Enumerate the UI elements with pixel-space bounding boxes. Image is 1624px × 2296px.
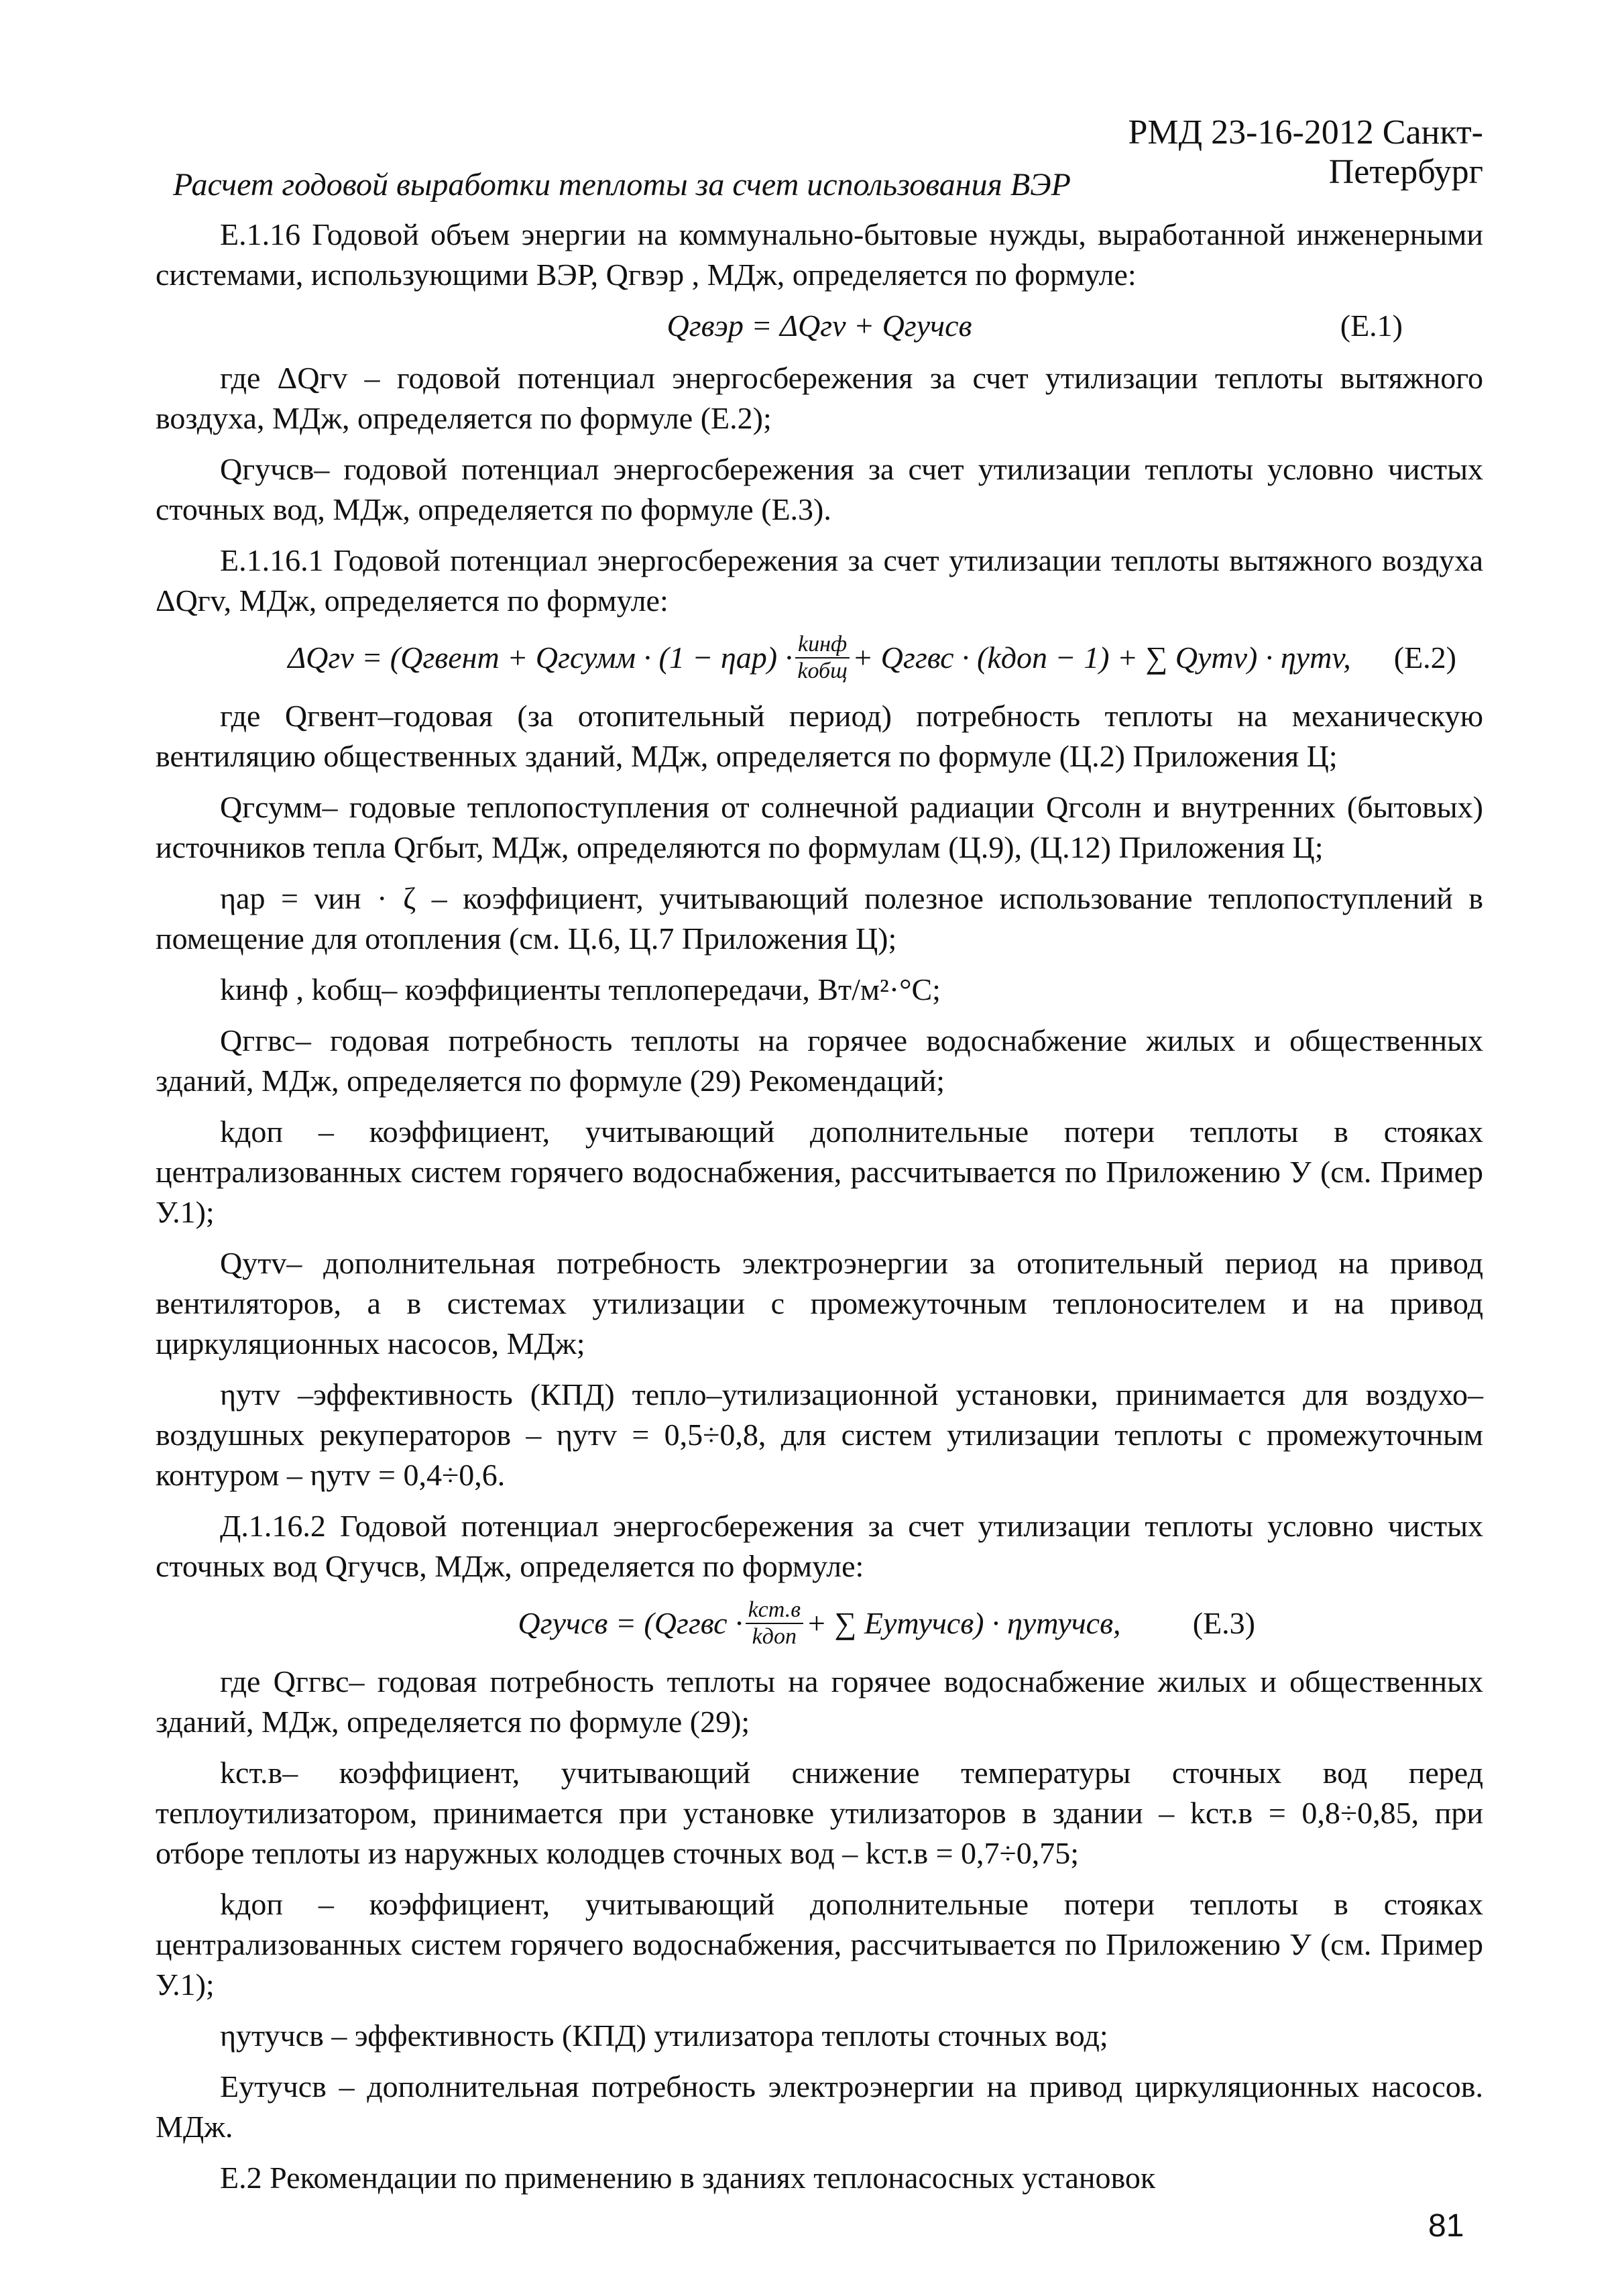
formula-e3-lhs: Qгучсв = (Qггвс · bbox=[518, 1606, 743, 1640]
definition-eta-ut-v: ηутv –эффективность (КПД) тепло–утилизационной установки, принимается для воздухо–воздушных рекуператоров – ηутv = 0,5÷0,8, для систем утилизации теплоты с промежуточным контуром – ηутv = 0,4÷0,6. bbox=[156, 1377, 1483, 1492]
formula-e2-fraction bbox=[795, 632, 850, 684]
formula-e1-number: (Е.1) bbox=[1340, 308, 1403, 343]
definition-eta-ut-uchsv: ηутучсв – эффективность (КПД) утилизатора теплоты сточных вод; bbox=[220, 2018, 1108, 2053]
document-body bbox=[156, 215, 1483, 2209]
formula-e1-expression: Qгвэр = ΔQгv + Qгучсв bbox=[666, 308, 972, 343]
definition-k-dop: kдоп – коэффициент, учитывающий дополнительные потери теплоты в стояках централизованных систем горячего водоснабжения, рассчитывается по Приложению У (см. Пример У.1); bbox=[156, 1114, 1483, 1229]
formula-e3-number: (Е.3) bbox=[1192, 1606, 1255, 1640]
formula-e2-rhs: + Qггвс · (kдоп − 1) + ∑ Qутv) · ηутv, bbox=[852, 640, 1351, 675]
fraction-numerator: kст.в bbox=[746, 1597, 803, 1624]
definition-q-summ: Qгсумм– годовые теплопоступления от солнечной радиации Qгсолн и внутренних (бытовых) источников тепла Qгбыт, МДж, определяются по формулам (Ц.9), (Ц.12) Приложения Ц; bbox=[156, 790, 1483, 864]
definition-eta-ar: ηар = νин · ζ – коэффициент, учитывающий полезное использование теплопоступлений в помещение для отопления (см. Ц.6, Ц.7 Приложения Ц); bbox=[156, 881, 1483, 956]
formula-e2-number: (Е.2) bbox=[1393, 640, 1456, 675]
paragraph-e2-heading: Е.2 Рекомендации по применению в зданиях теплонасосных установок bbox=[220, 2161, 1156, 2195]
formula-e3 bbox=[156, 1597, 1483, 1650]
fraction-denominator: kдоп bbox=[752, 1624, 797, 1649]
definition-q-ut-v: Qутv– дополнительная потребность электроэнергии за отопительный период на привод вентиляторов, а в системах утилизации с промежуточным теплоносителем и на привод циркуляционных насосов, МДж; bbox=[156, 1246, 1483, 1361]
paragraph-e1-16: Е.1.16 Годовой объем энергии на коммунально-бытовые нужды, выработанной инженерными системами, использующими ВЭР, Qгвэр , МДж, определяется по формуле: bbox=[156, 217, 1483, 292]
section-title: Расчет годовой выработки теплоты за счет использования ВЭР bbox=[173, 167, 1071, 203]
formula-e2-lhs: ΔQгv = (Qгвент + Qгсумм · (1 − ηар) · bbox=[288, 640, 793, 675]
formula-e2 bbox=[156, 632, 1483, 684]
formula-e1 bbox=[156, 306, 1483, 346]
fraction-numerator: kинф bbox=[795, 632, 850, 658]
formula-e3-fraction bbox=[746, 1597, 803, 1650]
definition-q-uchsv: Qгучсв– годовой потенциал энергосбережения за счет утилизации теплоты условно чистых сточных вод, МДж, определяется по формуле (Е.3). bbox=[156, 452, 1483, 526]
document-header: РМД 23-16-2012 Санкт-Петербург bbox=[1128, 113, 1483, 191]
formula-e3-rhs: + ∑ Eутучсв) · ηутучсв, bbox=[806, 1606, 1121, 1640]
definition-q-gvs-2: где Qггвс– годовая потребность теплоты на горячее водоснабжение жилых и общественных зданий, МДж, определяется по формуле (29); bbox=[156, 1664, 1483, 1739]
paragraph-e1-16-1: Е.1.16.1 Годовой потенциал энергосбережения за счет утилизации теплоты вытяжного воздуха ΔQгv, МДж, определяется по формуле: bbox=[156, 543, 1483, 618]
definition-q-vent: где Qгвент–годовая (за отопительный период) потребность теплоты на механическую вентиляцию общественных зданий, МДж, определяется по формуле (Ц.2) Приложения Ц; bbox=[156, 699, 1483, 773]
definition-k-inf-k-obsh: kинф , kобщ– коэффициенты теплопередачи, Вт/м²·°С; bbox=[220, 972, 941, 1007]
definition-e-ut-uchsv: Eутучсв – дополнительная потребность электроэнергии на привод циркуляционных насосов. МДж. bbox=[156, 2069, 1483, 2144]
definition-k-st-v: kст.в– коэффициент, учитывающий снижение температуры сточных вод перед теплоутилизатором, принимается при установке утилизаторов в здании – kст.в = 0,8÷0,85, при отборе теплоты из наружных колодцев сточных вод – kст.в = 0,7÷0,75; bbox=[156, 1756, 1483, 1870]
definition-delta-qv: где ΔQгv – годовой потенциал энергосбережения за счет утилизации теплоты вытяжного воздуха, МДж, определяется по формуле (Е.2); bbox=[156, 361, 1483, 435]
fraction-denominator: kобщ bbox=[797, 658, 848, 683]
definition-k-dop-2: kдоп – коэффициент, учитывающий дополнительные потери теплоты в стояках централизованных систем горячего водоснабжения, рассчитывается по Приложению У (см. Пример У.1); bbox=[156, 1887, 1483, 2002]
page-number: 81 bbox=[1428, 2208, 1464, 2244]
paragraph-d1-16-2: Д.1.16.2 Годовой потенциал энергосбережения за счет утилизации теплоты условно чистых сточных вод Qгучсв, МДж, определяется по формуле: bbox=[156, 1509, 1483, 1583]
definition-q-gvs: Qггвс– годовая потребность теплоты на горячее водоснабжение жилых и общественных зданий, МДж, определяется по формуле (29) Рекомендаций; bbox=[156, 1023, 1483, 1098]
